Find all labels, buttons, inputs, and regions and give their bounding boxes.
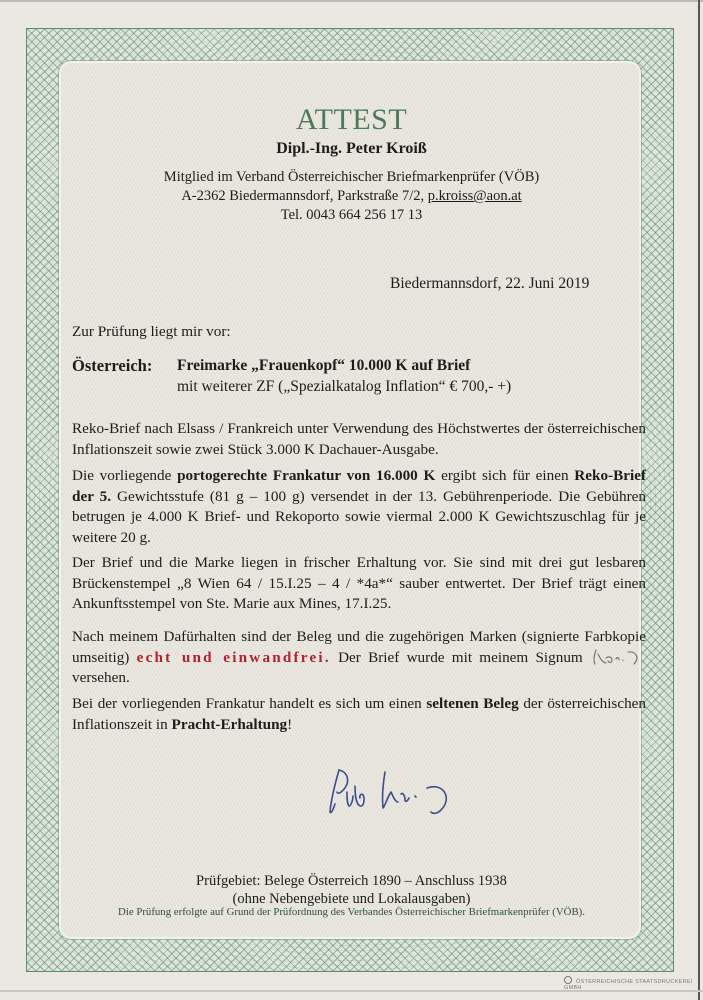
paragraph-verdict bbox=[72, 627, 646, 689]
paragraph-rarity bbox=[72, 694, 646, 735]
address-line bbox=[0, 187, 703, 206]
text-run: versehen. bbox=[72, 669, 130, 686]
inline-signum-icon bbox=[590, 648, 646, 666]
text-run: ergibt sich für einen bbox=[435, 467, 575, 484]
verdict-text: echt und einwandfrei. bbox=[136, 648, 331, 666]
bold-run: Reko-Brief der 5. bbox=[72, 467, 646, 505]
email-link[interactable]: p.kroiss@aon.at bbox=[427, 188, 522, 204]
address-text: A-2362 Biedermannsdorf, Parkstraße 7/2, bbox=[181, 188, 428, 204]
text-run: Die vorliegende bbox=[72, 467, 178, 484]
examiner-contact bbox=[0, 168, 703, 225]
text-run: Bei der vorliegenden Frankatur handelt es sich um einen bbox=[72, 695, 427, 712]
examiner-name: Dipl.-Ing. Peter Kroiß bbox=[276, 140, 427, 157]
item-line-1 bbox=[177, 356, 647, 377]
printer-imprint bbox=[564, 976, 703, 991]
membership-line: Mitglied im Verband Österreichischer Briefmarkenprüfer (VÖB) bbox=[163, 169, 540, 185]
printer-name: ÖSTERREICHISCHE STAATSDRUCKEREI GMBH bbox=[564, 979, 693, 991]
bold-run: Pracht-Erhaltung bbox=[171, 715, 288, 733]
examination-scope: Prüfgebiet: Belege Österreich 1890 – Anschluss 1938 bbox=[196, 873, 507, 889]
country-label: Österreich: bbox=[72, 356, 153, 375]
examination-regulation: Die Prüfung erfolgte auf Grund der Prüfordnung des Verbandes Österreichischer Briefmarkenprüfer (VÖB). bbox=[118, 906, 585, 918]
bold-run: portogerechte Frankatur von 16.000 K bbox=[177, 467, 436, 484]
handwritten-signature-icon bbox=[325, 762, 495, 822]
text-run: ! bbox=[287, 715, 293, 733]
intro-line: Zur Prüfung liegt mir vor: bbox=[72, 323, 231, 340]
bold-run: seltenen Beleg bbox=[426, 695, 519, 712]
text-run: Gewichtsstufe (81 g – 100 g) versendet in der 13. Gebührenperiode. Die Gebühren betrugen je 4.000 K Brief- und Rekoporto sowie viermal 2.000 K Gewichtszuschlag für je weitere 20 g. bbox=[72, 487, 646, 546]
copyright-icon bbox=[564, 976, 572, 984]
text-run: Der Brief wurde mit meinem Signum bbox=[330, 648, 590, 666]
certificate-title: ATTEST bbox=[295, 103, 408, 136]
item-line-2: mit weiterer ZF („Spezialkatalog Inflation“ € 700,- +) bbox=[177, 377, 512, 395]
examination-scope-note: (ohne Nebengebiete und Lokalausgaben) bbox=[232, 891, 471, 907]
item-text bbox=[177, 356, 647, 397]
place-date: Biedermannsdorf, 22. Juni 2019 bbox=[390, 275, 590, 292]
paragraph-postage bbox=[72, 466, 646, 548]
paragraph-condition: Der Brief und die Marke liegen in frischer Erhaltung vor. Sie sind mit drei gut lesbaren Brückenstempel „8 Wien 64 / 15.I.25 – 4 / *4a*“ sauber entwertet. Der Brief trägt einen Ankunftsstempel von Ste. Marie aux Mines, 17.I.25. bbox=[72, 554, 646, 612]
text-run: der österreichischen Inflationszeit in bbox=[72, 695, 646, 733]
item-line-1-bold: Freimarke „Frauenkopf“ 10.000 K auf Brief bbox=[177, 357, 471, 374]
paragraph-route: Reko-Brief nach Elsass / Frankreich unter Verwendung des Höchstwertes der österreichischen Inflationszeit sowie zwei Stück 3.000 K Dachauer-Ausgabe. bbox=[72, 420, 646, 458]
text-run: Nach meinem Dafürhalten sind der Beleg und die zugehörigen Marken (signierte Farbkopie umseitig) bbox=[72, 628, 646, 666]
item-description bbox=[0, 356, 703, 398]
phone-line: Tel. 0043 664 256 17 13 bbox=[280, 207, 423, 223]
